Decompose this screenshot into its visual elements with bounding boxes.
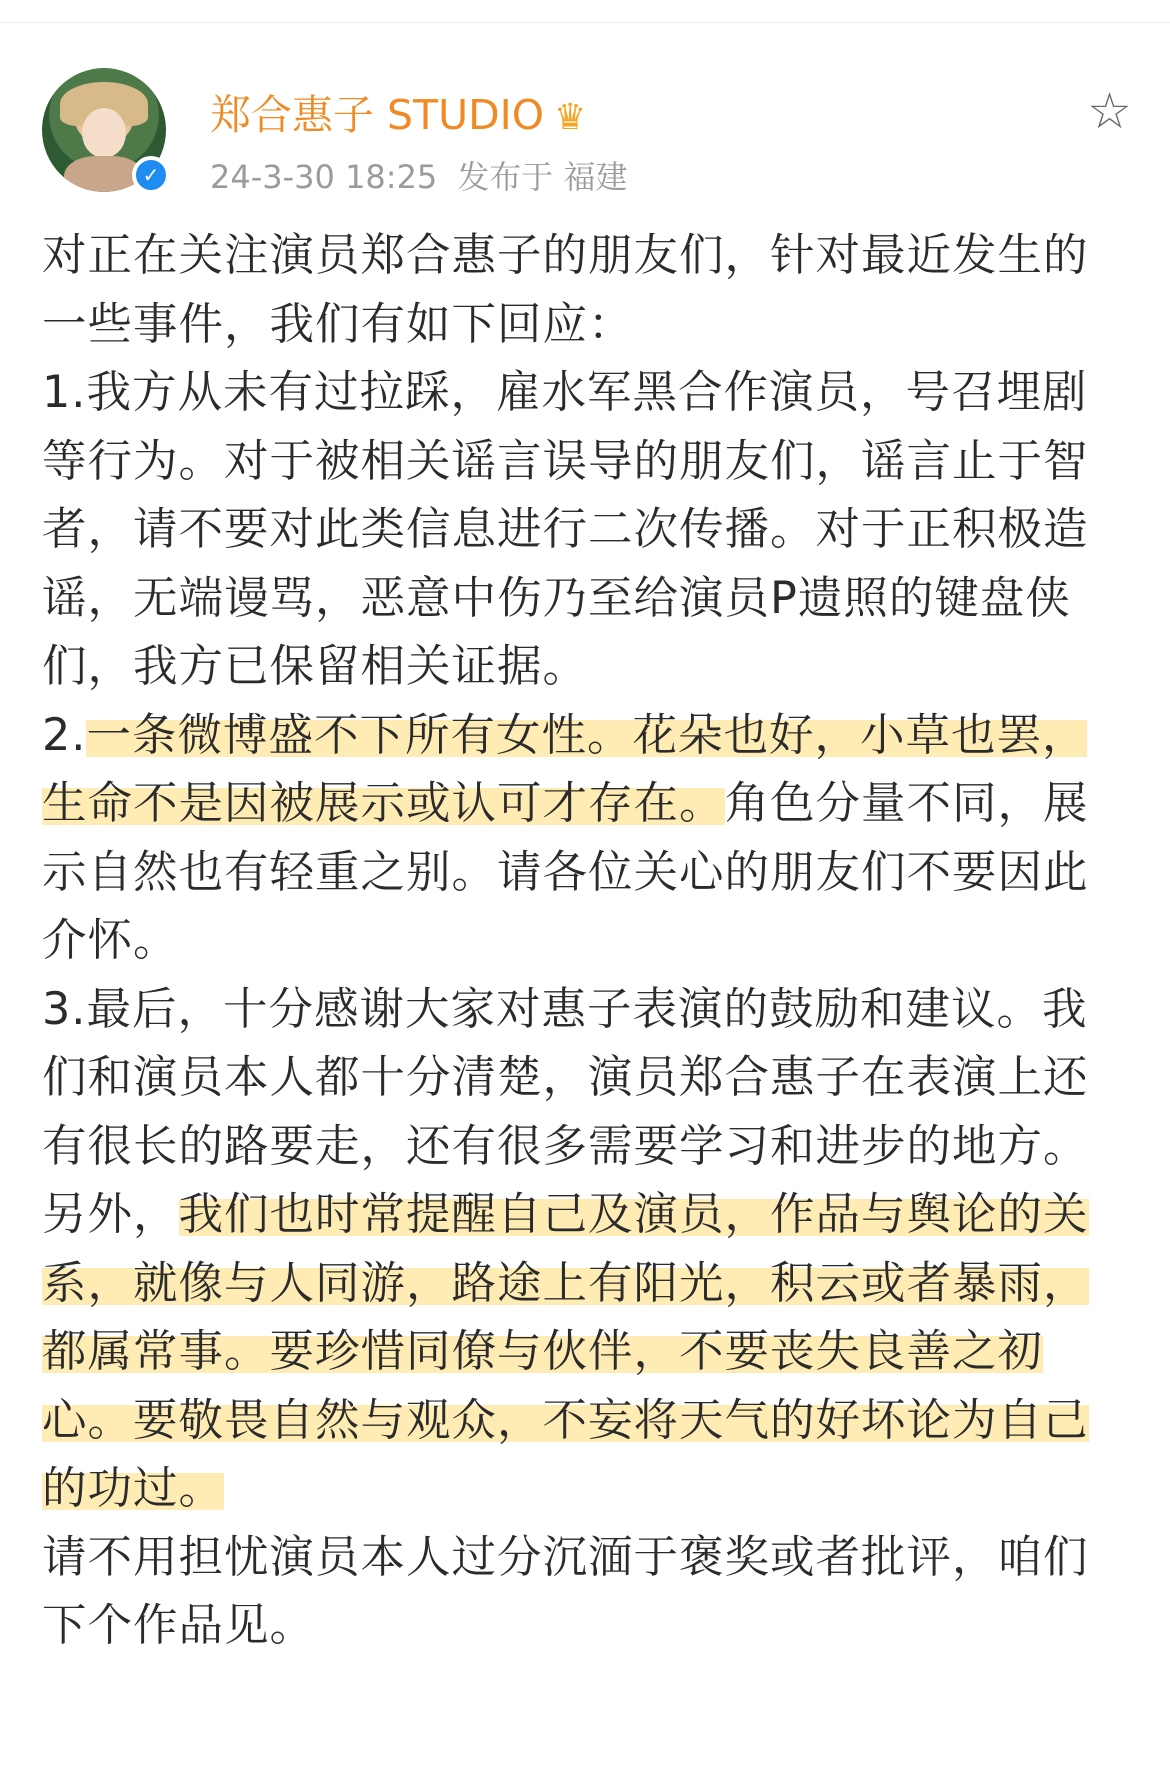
paragraph-intro: 对正在关注演员郑合惠子的朋友们，针对最近发生的一些事件，我们有如下回应：	[42, 230, 1089, 350]
post-meta	[210, 152, 647, 198]
highlighted-text: 一条微博盛不下所有女性。花朵也好，小草也罢，生命不是因被展示或认可才存在。	[42, 709, 1088, 829]
paragraph-4-prefix: 另外，	[42, 1189, 179, 1240]
verified-badge-icon: ✓	[132, 156, 170, 194]
post-location: 发布于 福建	[457, 158, 628, 196]
top-divider	[0, 22, 1170, 23]
author-name[interactable]	[210, 82, 586, 141]
paragraph-closing: 请不用担忧演员本人过分沉湎于褒奖或者批评，咱们下个作品见。	[42, 1531, 1089, 1651]
paragraph-4	[42, 1181, 1132, 1524]
post-date: 24-3-30 18:25	[210, 158, 438, 196]
avatar-face	[82, 108, 126, 158]
paragraph-2-rest: 角色分量不同，展示自然也有轻重之别。请各位关心的朋友们不要因此介怀。	[42, 778, 1089, 966]
crown-icon: ♛	[554, 97, 587, 138]
star-outline-icon[interactable]: ☆	[1087, 82, 1132, 140]
paragraph-2-prefix: 2.	[42, 709, 87, 761]
paragraph-1: 1.我方从未有过拉踩，雇水军黑合作演员，号召埋剧等行为。对于被相关谣言误导的朋友们，谣言止于智者，请不要对此类信息进行二次传播。对于正积极造谣，无端谩骂，恶意中伤乃至给演员P遗照的键盘侠们，我方已保留相关证据。	[42, 367, 1089, 692]
author-name-text[interactable]: 郑合惠子 STUDIO	[210, 91, 545, 139]
paragraph-3: 3.最后，十分感谢大家对惠子表演的鼓励和建议。我们和演员本人都十分清楚，演员郑合惠子在表演上还有很长的路要走，还有很多需要学习和进步的地方。	[42, 983, 1089, 1172]
post-header	[42, 68, 1132, 198]
post-body	[42, 222, 1132, 1661]
paragraph-2	[42, 702, 1132, 976]
highlighted-text-2: 我们也时常提醒自己及演员，作品与舆论的关系，就像与人同游，路途上有阳光，积云或者暴雨，都属常事。要珍惜同僚与伙伴，不要丧失良善之初心。要敬畏自然与观众，不妄将天气的好坏论为自己的功过。	[42, 1189, 1089, 1514]
